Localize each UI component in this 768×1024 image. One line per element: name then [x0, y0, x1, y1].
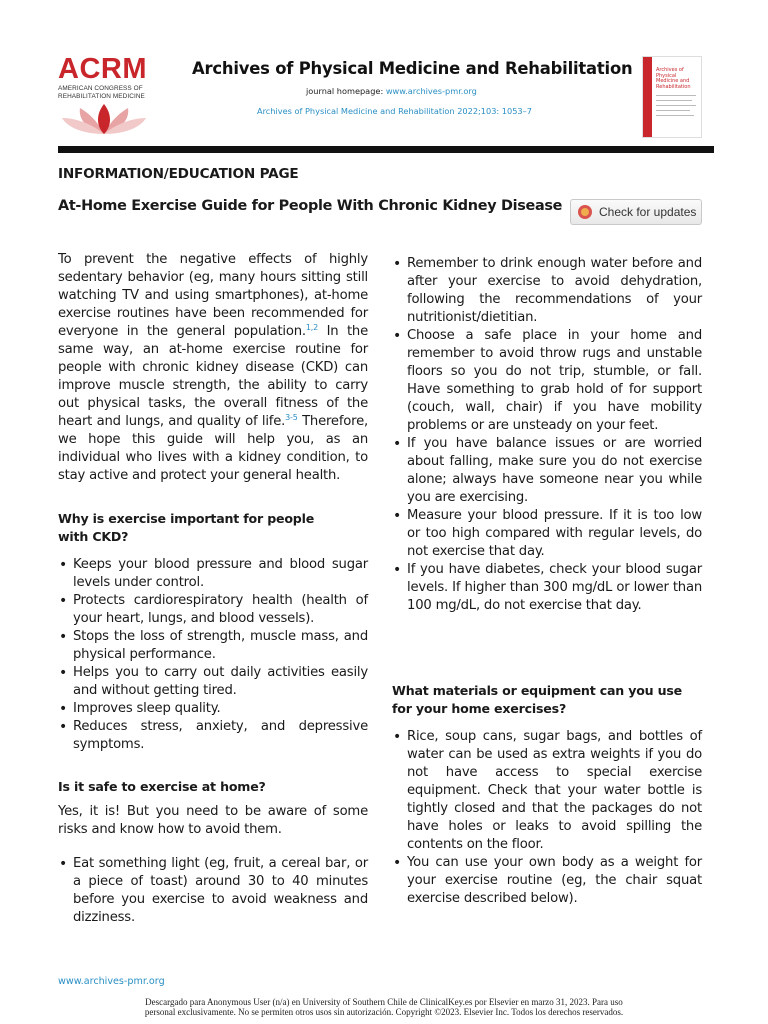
homepage-link[interactable]: www.archives-pmr.org: [385, 86, 477, 96]
logo-wordmark: ACRM: [58, 53, 147, 85]
intro-text-3: Therefore, we hope this guide will help you, as an individual who lives with a kidney condition, to stay active and protect your general health.: [58, 414, 368, 483]
list-item: • Measure your blood pressure. If it is too low or too high compared with regular levels, do not exercise that day.: [392, 507, 702, 561]
intro-text-2: In the same way, an at-home exercise routine for people with chronic kidney disease (CKD) can improve muscle strength, the ability to carry out physical tasks, the overall fitness of the heart and lungs, and quality of life.: [58, 324, 368, 429]
logo-subtitle: [58, 85, 150, 100]
cover-title: Archives of Physical Medicine and Rehabilitation: [656, 67, 691, 90]
section-label: INFORMATION/EDUCATION PAGE: [58, 166, 299, 182]
logo-subtitle-line2: REHABILITATION MEDICINE: [58, 92, 145, 100]
why-heading: Why is exercise important for people with CKD?: [58, 511, 315, 544]
header-rule: [58, 146, 714, 153]
materials-list: [392, 728, 702, 908]
list-item: • If you have balance issues or are worried about falling, make sure you do not exercise alone; always have someone near you while you are exercising.: [392, 435, 702, 507]
reference-link-1-2[interactable]: 1,2: [305, 323, 319, 332]
article-title: At-Home Exercise Guide for People With Chronic Kidney Disease: [58, 198, 563, 214]
list-item: • If you have diabetes, check your blood sugar levels. If higher than 300 mg/dL or lower than 100 mg/dL, do not exercise that day.: [392, 561, 702, 615]
reference-link-3-5[interactable]: 3-5: [285, 413, 298, 422]
list-item: • Rice, soup cans, sugar bags, and bottles of water can be used as extra weights if you do not have access to special exercise equipment. Check that your water bottle is tightly closed and that the packages do not have holes or leaks to avoid spilling the contents on the floor.: [392, 728, 702, 854]
list-item: • Protects cardiorespiratory health (health of your heart, lungs, and blood vessels).: [58, 592, 368, 628]
acrm-logo: [58, 54, 150, 136]
list-item: • Helps you to carry out daily activities easily and without getting tired.: [58, 664, 368, 700]
journal-cover-thumbnail: [642, 56, 702, 138]
crossmark-icon: [578, 205, 592, 219]
logo-subtitle-line1: AMERICAN CONGRESS OF: [58, 85, 143, 92]
list-item: • Reduces stress, anxiety, and depressive symptoms.: [58, 718, 368, 754]
disclaimer-line1: Descargado para Anonymous User (n/a) en University of Southern Chile de ClinicalKey.es por Elsevier en marzo 31, 2023. Para uso: [145, 997, 623, 1007]
materials-heading: What materials or equipment can you use for your home exercises?: [392, 683, 683, 716]
safe-list-col1: [58, 855, 368, 927]
disclaimer-line2: personal exclusivamente. No se permiten otros usos sin autorización. Copyright ©2023. Elsevier Inc. Todos los derechos reservados.: [144, 1007, 624, 1017]
safe-heading: Is it safe to exercise at home?: [58, 779, 266, 794]
intro-text-1: To prevent the negative effects of highly sedentary behavior (eg, many hours sitting still watching TV and using smartphones), at-home exercise routines have been recommended for everyone in the general population.: [58, 252, 368, 339]
list-item: • You can use your own body as a weight for your exercise routine (eg, the chair squat exercise described below).: [392, 854, 702, 908]
list-item: • Stops the loss of strength, muscle mass, and physical performance.: [58, 628, 368, 664]
list-item: • Improves sleep quality.: [58, 700, 368, 718]
intro-paragraph: [58, 251, 368, 485]
footer-link[interactable]: www.archives-pmr.org: [58, 976, 165, 987]
safe-intro-text: Yes, it is! But you need to be aware of some risks and know how to avoid them.: [58, 804, 368, 837]
safe-list-col2: [392, 255, 702, 615]
list-item: • Keeps your blood pressure and blood sugar levels under control.: [58, 556, 368, 592]
citation-link[interactable]: Archives of Physical Medicine and Rehabilitation 2022;103: 1053–7: [257, 106, 532, 116]
lotus-icon: [58, 102, 150, 136]
list-item: • Eat something light (eg, fruit, a cereal bar, or a piece of toast) around 30 to 40 minutes before you exercise to avoid weakness and dizziness.: [58, 855, 368, 927]
journal-homepage: [306, 86, 477, 96]
homepage-label: journal homepage:: [306, 86, 384, 96]
download-disclaimer: [120, 997, 648, 1017]
list-item: • Remember to drink enough water before and after your exercise to avoid dehydration, following the recommendations of your nutritionist/dietitian.: [392, 255, 702, 327]
why-list: [58, 556, 368, 754]
list-item: • Choose a safe place in your home and remember to avoid throw rugs and unstable floors so you do not trip, stumble, or fall. Have something to grab hold of for support (couch, wall, chair) if you have mobility problems or are unsteady on your feet.: [392, 327, 702, 435]
check-for-updates-label: Check for updates: [599, 205, 697, 219]
journal-title: Archives of Physical Medicine and Rehabilitation: [192, 59, 633, 78]
check-for-updates-button[interactable]: [570, 199, 702, 225]
